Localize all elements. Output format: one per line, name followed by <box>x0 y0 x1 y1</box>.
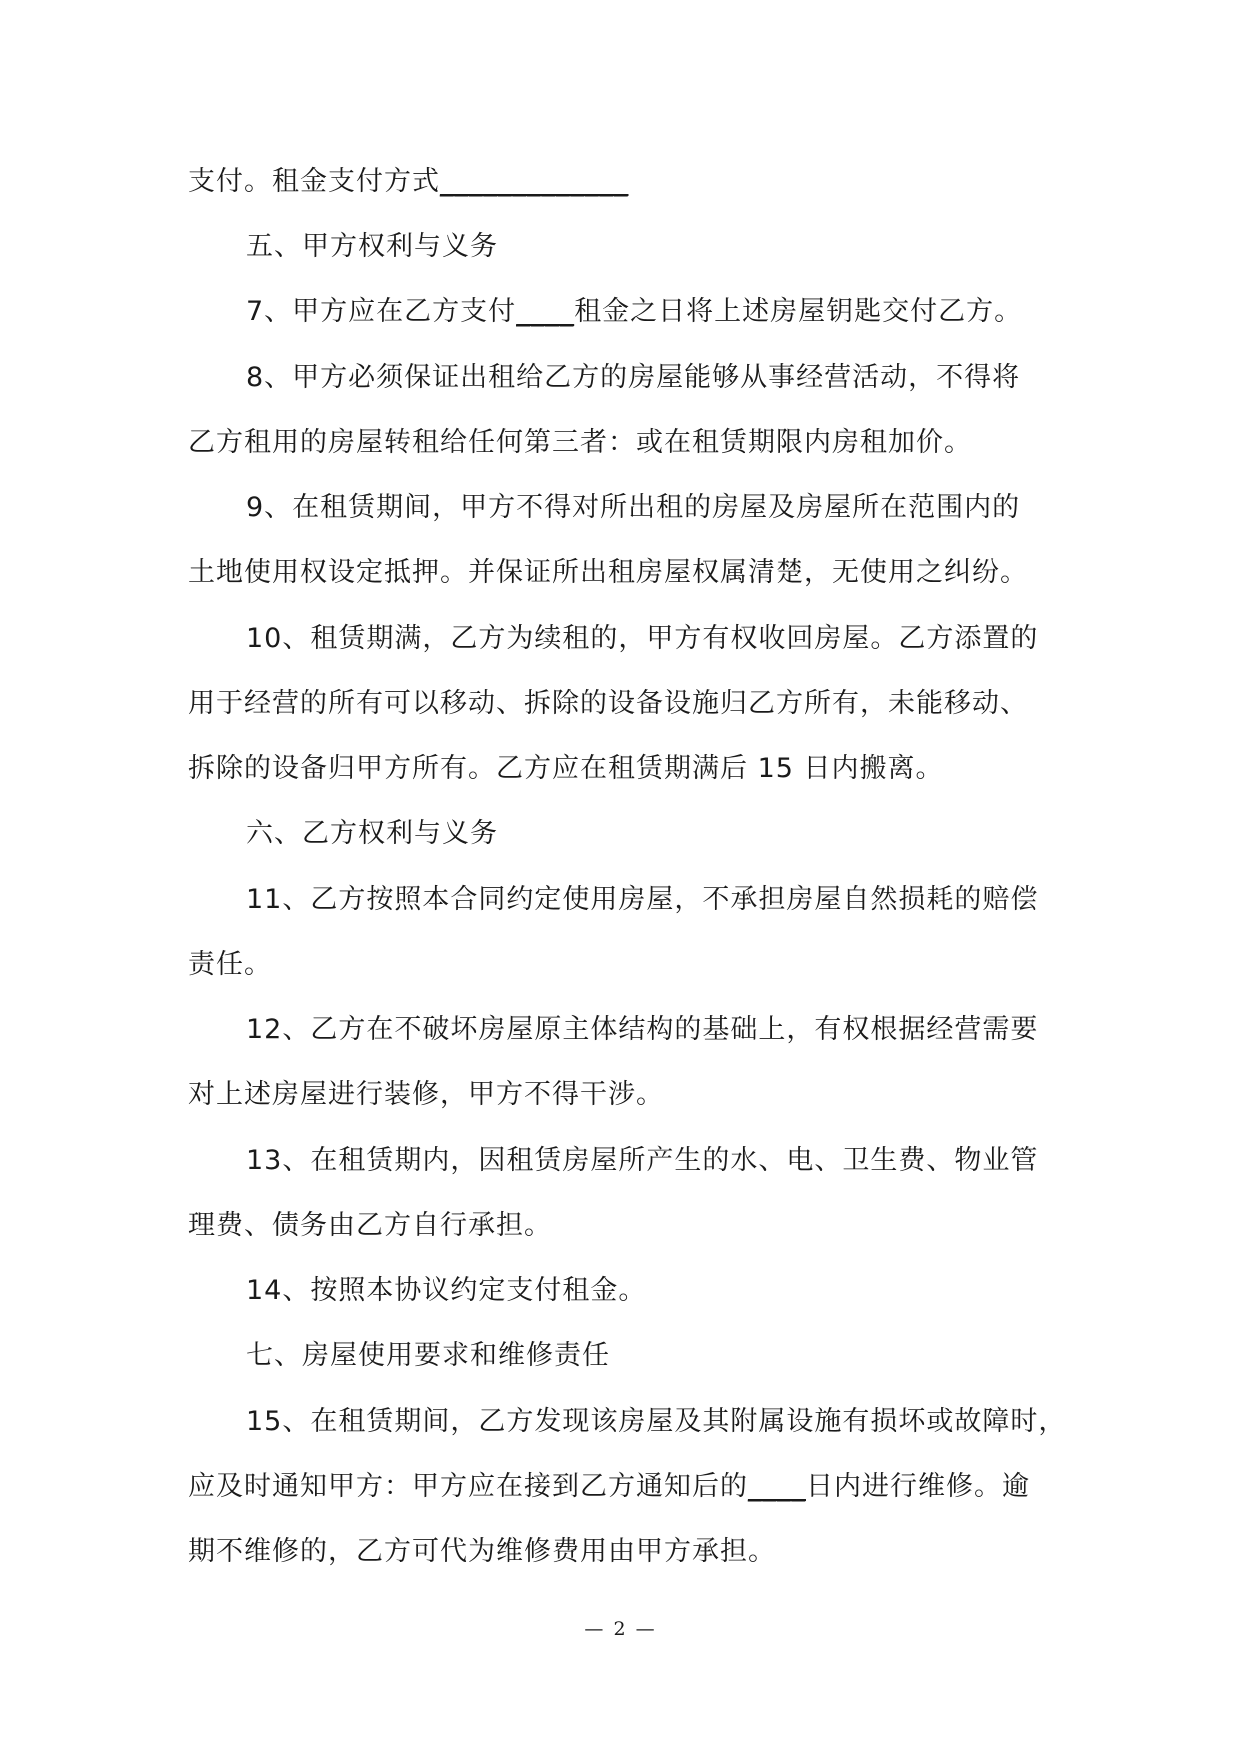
line-text: 支付。租金支付方式 <box>188 166 440 197</box>
section-heading <box>246 1336 610 1376</box>
page-number: — 2 — <box>584 1618 657 1640</box>
fill-blank: _____________ <box>440 166 629 197</box>
text-line <box>188 684 1028 724</box>
line-text: 责任。 <box>188 949 272 980</box>
line-text: 五、甲方权利与义务 <box>246 231 498 262</box>
line-text: 用于经营的所有可以移动、拆除的设备设施归乙方所有，未能移动、 <box>188 688 1028 719</box>
line-text: 8、甲方必须保证出租给乙方的房屋能够从事经营活动，不得将 <box>246 362 1021 393</box>
line-text: 期不维修的，乙方可代为维修费用由甲方承担。 <box>188 1536 776 1567</box>
text-line <box>188 1532 776 1572</box>
section-heading <box>246 814 498 854</box>
line-text: 七、房屋使用要求和维修责任 <box>246 1340 610 1371</box>
line-text: 日内进行维修。逾 <box>806 1471 1030 1502</box>
line-text: 租金之日将上述房屋钥匙交付乙方。 <box>574 296 1023 327</box>
clause-line <box>246 1402 1066 1442</box>
text-line <box>188 553 1028 593</box>
line-text: 10、租赁期满，乙方为续租的，甲方有权收回房屋。乙方添置的 <box>246 623 1039 654</box>
clause-line <box>246 1010 1038 1050</box>
fill-blank: ____ <box>516 296 575 327</box>
fill-blank: ____ <box>748 1471 806 1502</box>
text-line <box>188 423 972 463</box>
line-text: 六、乙方权利与义务 <box>246 818 498 849</box>
line-text: 9、在租赁期间，甲方不得对所出租的房屋及房屋所在范围内的 <box>246 492 1021 523</box>
text-line <box>188 749 944 789</box>
text-line <box>188 1206 552 1246</box>
line-text: 11、乙方按照本合同约定使用房屋，不承担房屋自然损耗的赔偿 <box>246 884 1039 915</box>
line-text: 12、乙方在不破坏房屋原主体结构的基础上，有权根据经营需要 <box>246 1014 1039 1045</box>
text-line <box>188 945 272 985</box>
clause-line <box>246 619 1038 659</box>
line-text: 15、在租赁期间，乙方发现该房屋及其附属设施有损坏或故障时， <box>246 1406 1067 1437</box>
line-text: 理费、债务由乙方自行承担。 <box>188 1210 552 1241</box>
line-text: 14、按照本协议约定支付租金。 <box>246 1275 647 1306</box>
clause-line <box>246 1141 1038 1181</box>
line-text: 应及时通知甲方：甲方应在接到乙方通知后的 <box>188 1471 748 1502</box>
line-text: 乙方租用的房屋转租给任何第三者：或在租赁期限内房租加价。 <box>188 427 972 458</box>
clause-line <box>246 1271 646 1311</box>
line-text: 13、在租赁期内，因租赁房屋所产生的水、电、卫生费、物业管 <box>246 1145 1039 1176</box>
clause-line <box>246 488 1020 528</box>
clause-line <box>246 358 1020 398</box>
line-text: 土地使用权设定抵押。并保证所出租房屋权属清楚，无使用之纠纷。 <box>188 557 1028 588</box>
clause-line <box>246 880 1038 920</box>
text-line <box>188 162 629 202</box>
section-heading <box>246 227 498 267</box>
text-line <box>188 1467 1030 1507</box>
line-text: 对上述房屋进行装修，甲方不得干涉。 <box>188 1079 664 1110</box>
line-text: 7、甲方应在乙方支付 <box>246 296 517 327</box>
line-text: 拆除的设备归甲方所有。乙方应在租赁期满后 15 日内搬离。 <box>188 753 944 784</box>
clause-line <box>246 292 1022 332</box>
text-line <box>188 1075 664 1115</box>
